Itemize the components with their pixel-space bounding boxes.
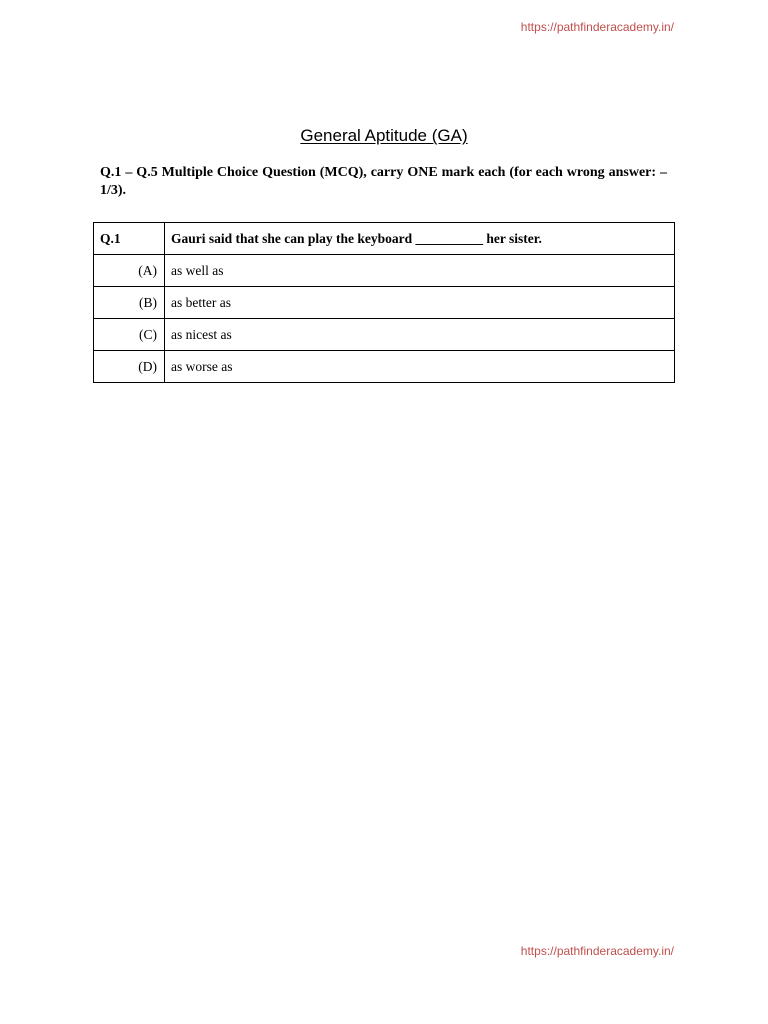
option-label-c: (C) (94, 319, 165, 351)
option-row-b (94, 287, 675, 319)
page-title: General Aptitude (GA) (300, 126, 468, 145)
option-row-a (94, 255, 675, 287)
option-text-b: as better as (165, 287, 675, 319)
footer-website-link[interactable]: https://pathfinderacademy.in/ (520, 944, 674, 958)
header-website-link[interactable]: https://pathfinderacademy.in/ (520, 20, 674, 34)
option-text-a: as well as (165, 255, 675, 287)
question-number: Q.1 (94, 223, 165, 255)
option-label-b: (B) (94, 287, 165, 319)
option-text-d: as worse as (165, 351, 675, 383)
option-row-d (94, 351, 675, 383)
section-instructions: Q.1 – Q.5 Multiple Choice Question (MCQ), carry ONE mark each (for each wrong answer: – 1/3). (100, 165, 667, 198)
option-label-a: (A) (94, 255, 165, 287)
option-row-c (94, 319, 675, 351)
question-table (93, 222, 675, 383)
option-text-c: as nicest as (165, 319, 675, 351)
question-text: Gauri said that she can play the keyboard __________ her sister. (165, 223, 675, 255)
option-label-d: (D) (94, 351, 165, 383)
question-row (94, 223, 675, 255)
